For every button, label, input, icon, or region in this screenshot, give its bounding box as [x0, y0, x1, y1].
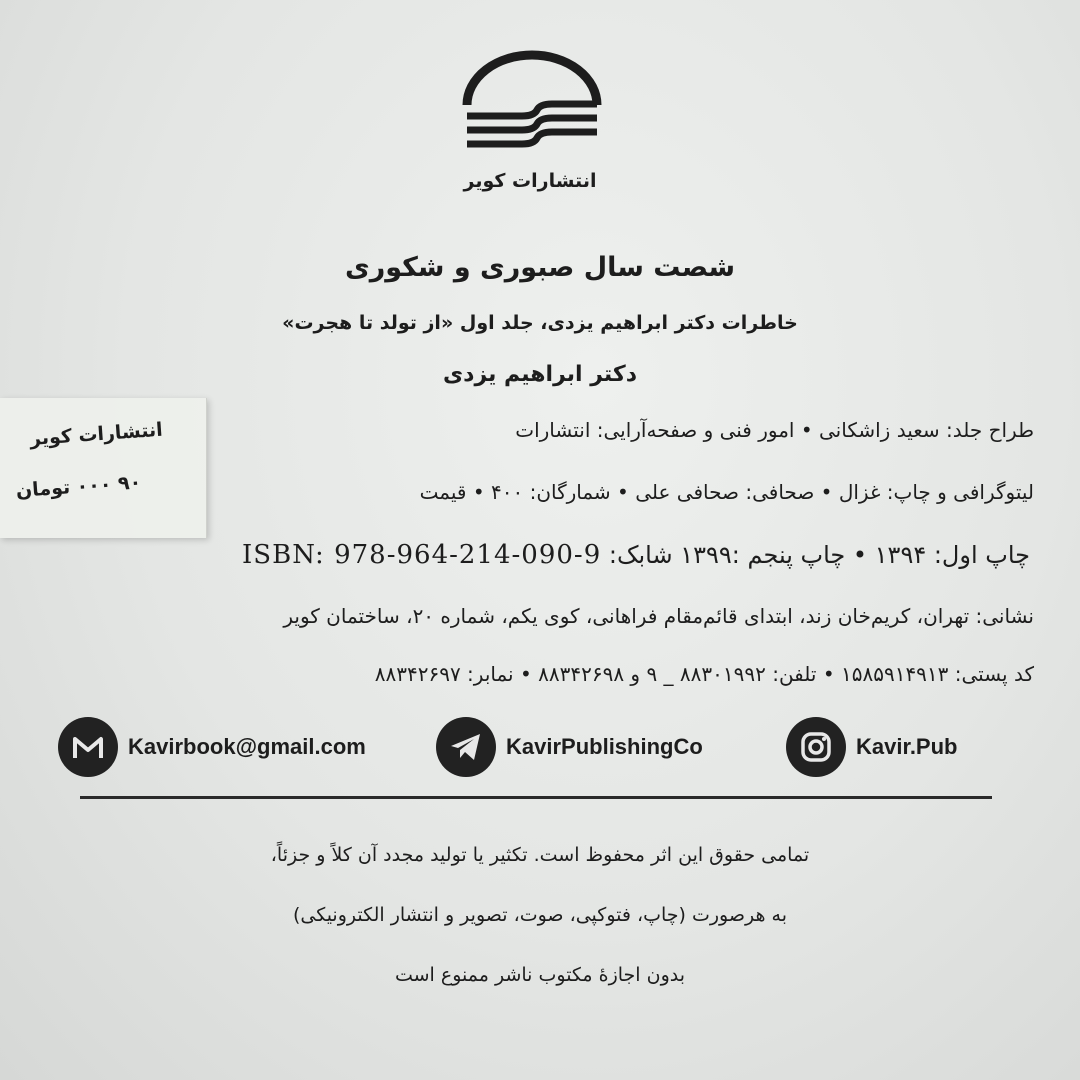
print-info-row [242, 540, 1030, 570]
divider [80, 796, 992, 799]
telegram-handle: KavirPublishingCo [506, 734, 703, 759]
telegram-icon [436, 717, 496, 777]
publisher-logo-name: انتشارات کویر [463, 170, 597, 192]
copyright-line-2: به هرصورت (چاپ، فتوکپی، صوت، تصویر و انتشار الکترونیکی) [292, 904, 788, 926]
copyright-line-1: تمامی حقوق این اثر محفوظ است. تکثیر یا تولید مجدد آن کلاً و جزئاً، [270, 844, 810, 866]
copyright-line-3: بدون اجازهٔ مکتوب ناشر ممنوع است [394, 964, 686, 986]
instagram-icon [786, 717, 846, 777]
sticker-publisher: انتشارات کویر [29, 418, 164, 450]
mail-icon [58, 717, 118, 777]
sticker-price: ۹۰ ۰۰۰ تومان [15, 471, 142, 502]
email-contact [58, 712, 366, 782]
print-info: چاپ اول: ۱۳۹۴ • چاپ پنجم :۱۳۹۹ شابک: [608, 541, 1030, 569]
isbn: ISBN: 978-964-214-090-9 [242, 540, 602, 570]
instagram-contact [786, 712, 957, 782]
book-subtitle: خاطرات دکتر ابراهیم یزدی، جلد اول «از تولد تا هجرت» [282, 312, 798, 334]
instagram-handle: Kavir.Pub [856, 734, 958, 759]
address: نشانی: تهران، کریم‌خان زند، ابتدای قائم‌مقام فراهانی، کوی یکم، شماره ۲۰، ساختمان کویر [283, 604, 1034, 628]
publisher-logo [462, 50, 602, 160]
contact-info: کد پستی: ۱۵۸۵۹۱۴۹۱۳ • تلفن: ۸۸۳۰۱۹۹۲ _ ۹ و ۸۸۳۴۲۶۹۸ • نمابر: ۸۸۳۴۲۶۹۷ [374, 662, 1034, 686]
credits-line-2: لیتوگرافی و چاپ: غزال • صحافی: صحافی علی • شمارگان: ۴۰۰ • قیمت [419, 480, 1034, 504]
price-sticker [0, 398, 207, 538]
book-title: شصت سال صبوری و شکوری [344, 252, 736, 283]
telegram-contact [436, 712, 703, 782]
email-address: Kavirbook@gmail.com [128, 734, 366, 759]
book-author: دکتر ابراهیم یزدی [443, 362, 637, 387]
credits-line-1: طراح جلد: سعید زاشکانی • امور فنی و صفحه‌آرایی: انتشارات [515, 418, 1034, 442]
